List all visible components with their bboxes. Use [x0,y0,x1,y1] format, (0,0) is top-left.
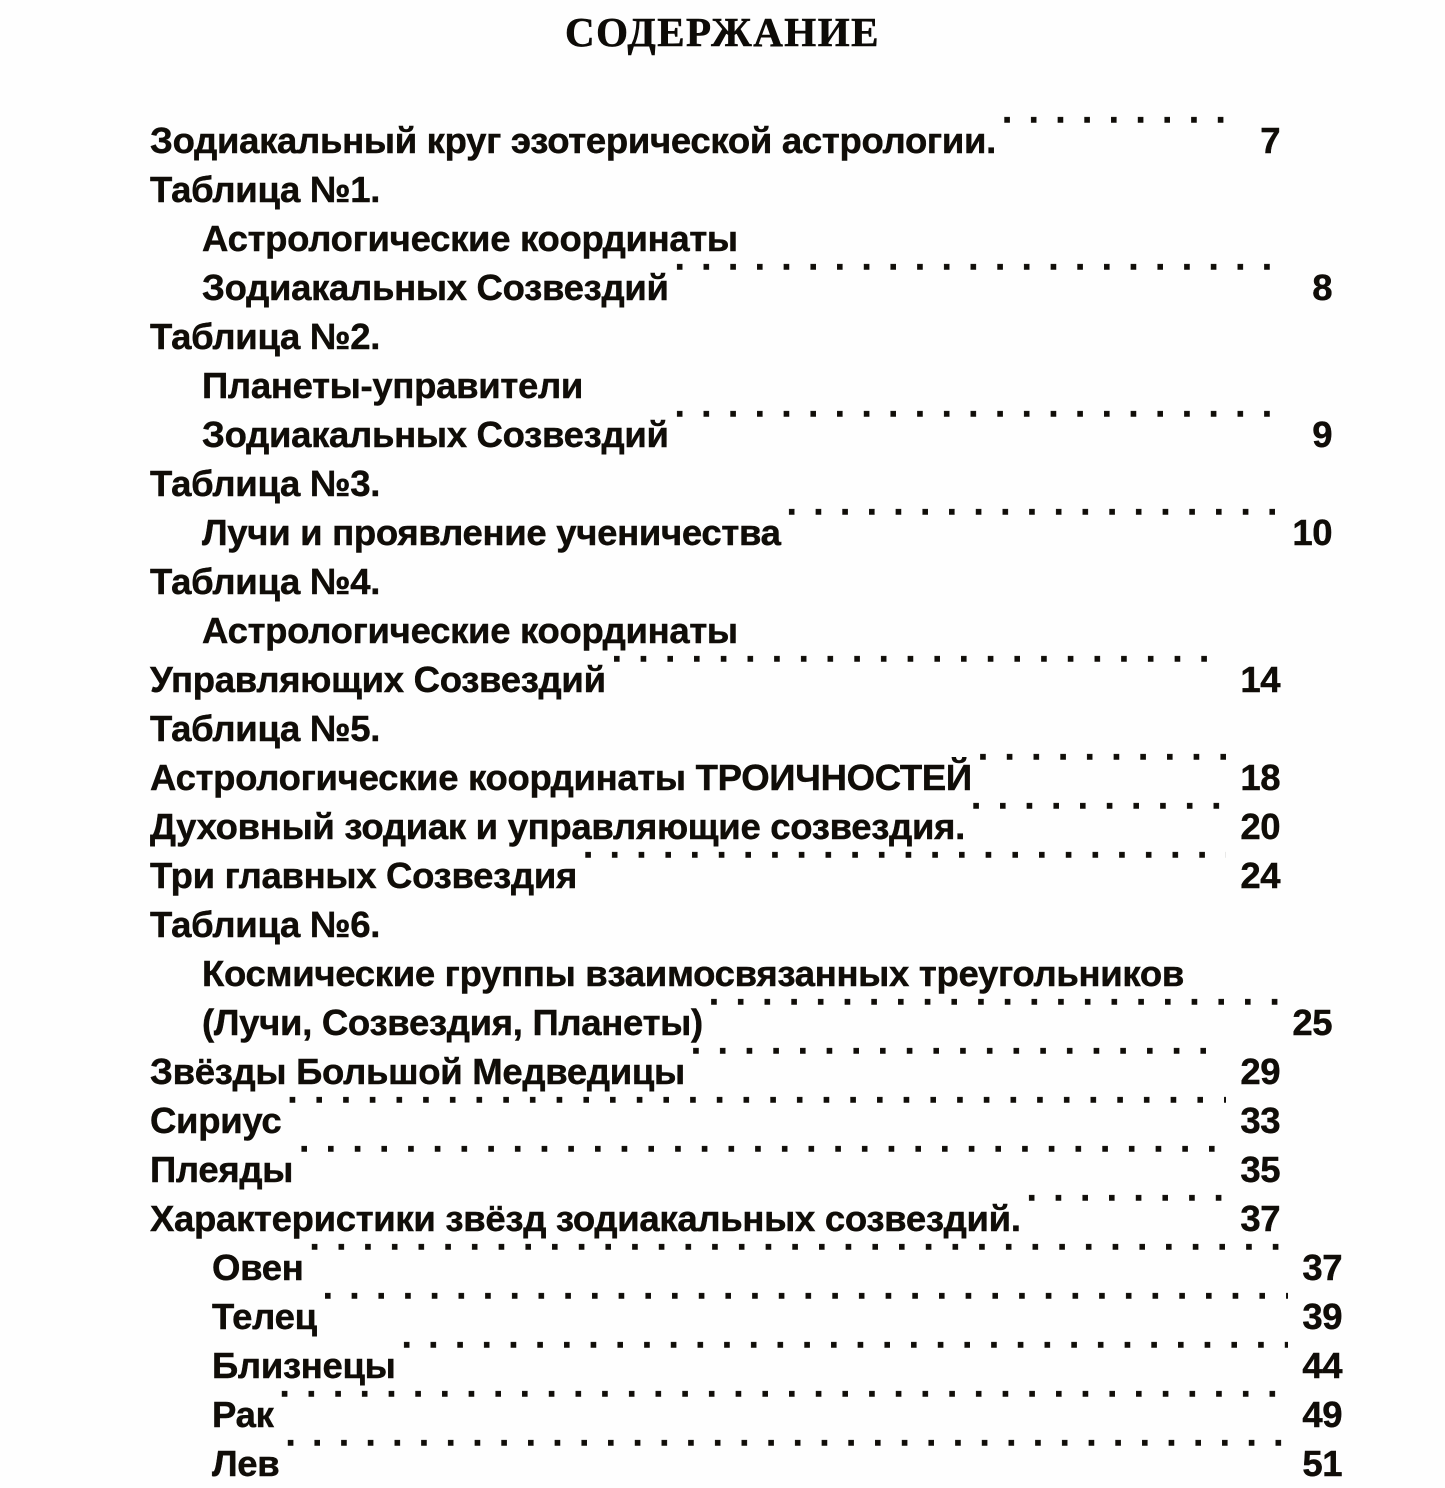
toc-dot-leader [787,496,1278,545]
toc-dot-leader [386,545,1278,594]
toc-entry[interactable] [150,1280,1342,1337]
toc-entry-page-number: 37 [1240,1198,1280,1239]
toc-entry-page-number: 44 [1302,1345,1342,1386]
page-title: СОДЕРЖАНИЕ [565,9,880,55]
toc-dot-leader [675,251,1278,300]
toc-dot-leader [310,1231,1289,1280]
toc-dot-leader [299,1133,1226,1182]
toc-entry-label: Характеристики звёзд зодиакальных созвездий. [150,1198,1021,1239]
toc-dot-leader [583,839,1226,888]
toc-entry-page-number: 49 [1302,1394,1342,1435]
toc-dot-leader [978,741,1226,790]
toc-dot-leader [402,1329,1288,1378]
toc-entry-label: Управляющих Созвездий [150,659,606,700]
toc-entry-page-number: 24 [1240,855,1280,896]
toc-dot-leader [744,202,1330,251]
toc-entry-page-number: 7 [1260,120,1280,161]
toc-entry[interactable] [150,1427,1342,1484]
toc-entry-page-number: 14 [1240,659,1280,700]
toc-entry-label: Три главных Созвездия [150,855,577,896]
toc-dot-leader [589,349,1330,398]
toc-dot-leader [971,790,1226,839]
toc-entry-page-number: 10 [1292,512,1332,553]
toc-entry-page-number: 33 [1240,1100,1280,1141]
toc-dot-leader [1027,1182,1226,1231]
toc-entry-label: Сириус [150,1100,282,1141]
toc-entry-label: Астрологические координаты ТРОИЧНОСТЕЙ [150,757,972,798]
toc-dot-leader [386,300,1278,349]
toc-entry-label: Близнецы [212,1345,396,1386]
toc-dot-leader [691,1035,1226,1084]
toc-entry-page-number: 25 [1292,1002,1332,1043]
toc-dot-leader [285,1427,1288,1476]
toc-dot-leader [1190,937,1330,986]
toc-entry-label: Звёзды Большой Медведицы [150,1051,685,1092]
toc-entry-label: Таблица №1. [150,169,381,210]
toc-entry-label: Таблица №4. [150,561,381,602]
toc-entry-page-number: 35 [1240,1149,1280,1190]
toc-entry-page-number: 51 [1302,1443,1342,1484]
toc-dot-leader [612,643,1226,692]
toc-entry-page-number: 29 [1240,1051,1280,1092]
toc-entry-page-number: 37 [1302,1247,1342,1288]
toc-entry-page-number: 20 [1240,806,1280,847]
toc-dot-leader [280,1378,1288,1427]
toc-entry-label: Лучи и проявление ученичества [202,512,781,553]
toc-dot-leader [709,986,1278,1035]
toc-entry-label: Рак [212,1394,274,1435]
table-of-contents-list [150,104,1342,1484]
toc-entry-label: Телец [212,1296,317,1337]
toc-dot-leader [386,447,1278,496]
toc-entry[interactable] [150,104,1280,161]
toc-entry-page-number: 18 [1240,757,1280,798]
toc-entry-label: Таблица №5. [150,708,381,749]
toc-entry-label: Зодиакальных Созвездий [202,414,669,455]
toc-dot-leader [1002,104,1226,153]
toc-entry[interactable] [150,1084,1280,1141]
toc-dot-leader [386,153,1278,202]
toc-dot-leader [323,1280,1288,1329]
toc-entry[interactable] [150,1231,1342,1288]
toc-entry[interactable] [150,1133,1280,1190]
toc-entry[interactable] [150,1329,1342,1386]
toc-dot-leader [386,888,1278,937]
toc-entry-label: Овен [212,1247,304,1288]
toc-entry-page-number: 8 [1312,267,1332,308]
toc-entry-label: Духовный зодиак и управляющие созвездия. [150,806,965,847]
toc-dot-leader [675,398,1278,447]
toc-dot-leader [744,594,1330,643]
toc-entry[interactable] [150,1378,1342,1435]
toc-entry-label: Космические группы взаимосвязанных треугольников [202,953,1185,994]
toc-entry-label: (Лучи, Созвездия, Планеты) [202,1002,703,1043]
toc-dot-leader [386,692,1278,741]
toc-entry-label: Таблица №2. [150,316,381,357]
toc-entry-label: Планеты-управители [202,365,584,406]
toc-entry-page-number: 39 [1302,1296,1342,1337]
toc-entry-label: Зодиакальный круг эзотерической астрологии. [150,120,996,161]
toc-entry-label: Таблица №6. [150,904,381,945]
toc-entry-label: Таблица №3. [150,463,381,504]
toc-entry-label: Лев [212,1443,280,1484]
toc-entry-label: Астрологические координаты [202,218,738,259]
toc-entry-label: Астрологические координаты [202,610,738,651]
toc-entry-label: Зодиакальных Созвездий [202,267,669,308]
toc-entry-label: Плеяды [150,1149,294,1190]
toc-entry[interactable] [150,1182,1280,1239]
toc-entry-page-number: 9 [1312,414,1332,455]
toc-dot-leader [287,1084,1226,1133]
